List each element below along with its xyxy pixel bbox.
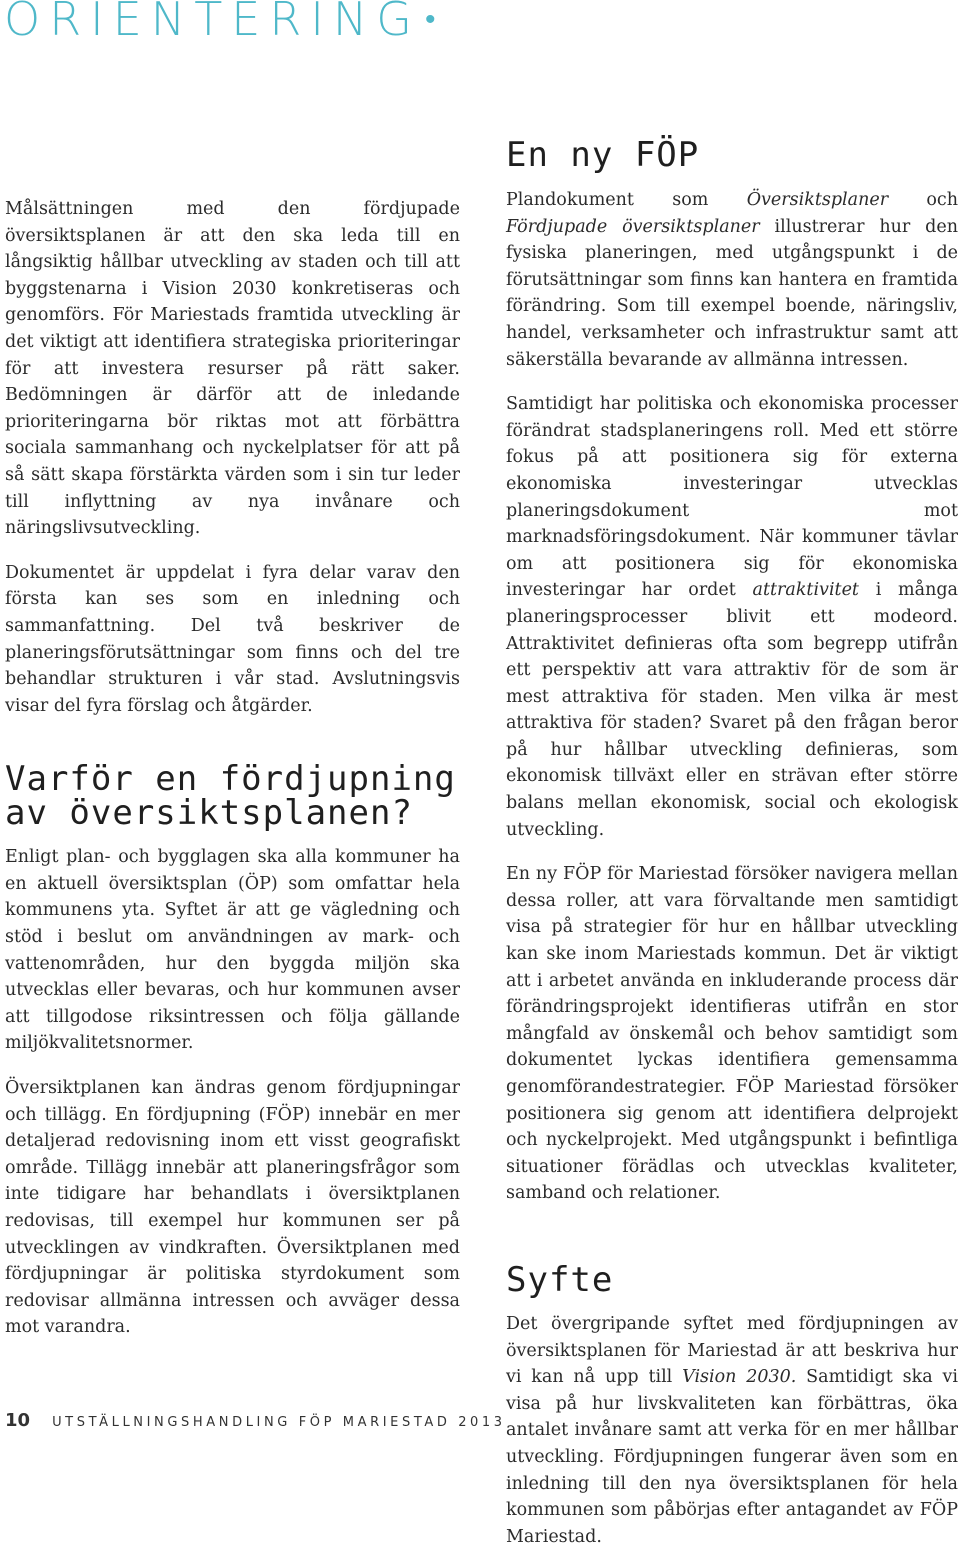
heading-why: Varför en fördjupning av översiktsplanen? (5, 759, 456, 834)
amendment-paragraph: Översiktplanen kan ändras genom fördjupningar och tillägg. En fördjupning (FÖP) innebär en mer detaljerad redovisning inom ett visst geografiskt område. Tillägg innebär att planeringsfrågor som inte tidigare har behandlats i översiktplanen redovisas, till exempel hur kommunen ser på utvecklingen av vindkraften. Översiktplanen med fördjupningar är politiska styrdokument som redovisar allmänna intressen och avväger dessa mot varandra. (5, 1078, 460, 1338)
heading-new-fop: En ny FÖP (506, 135, 700, 175)
right-column (506, 136, 958, 1550)
text-run: illustrerar hur den fysiska planeringen, med utgångspunkt i de förutsättningar som finns kan hantera en framtida förändring. Som till exempel boende, näringsliv, handel, verksamheter och infrastruktur samt att säkerställa bevarande av allmänna intressen. (506, 216, 958, 370)
bullet-dot-icon: • (424, 2, 436, 37)
text-run: Plandokument som (506, 190, 747, 210)
navigate-paragraph: En ny FÖP för Mariestad försöker navigera mellan dessa roller, att vara förvaltande men samtidigt visa på strategier för hur en hållbar utveckling kan ske inom Mariestads kommun. Det är viktigt att i arbetet använda en inkluderande process där förändringsprojekt identifieras utifrån en stor mångfald av önskemål och behov samtidigt som dokumentet lyckas identifiera gemensamma genomförandestrategier. FÖP Mariestad försöker positionera sig genom att identifiera delprojekt och nyckelprojekt. Med utgångspunkt i befintliga situationer förädlas och utvecklas kvaliteter, samband och relationer. (506, 864, 958, 1204)
attractiveness-paragraph (506, 391, 958, 843)
emphasis: Fördjupade översiktsplaner (506, 216, 760, 237)
emphasis: attraktivitet (752, 580, 859, 601)
page-footer (5, 1410, 506, 1431)
left-column (5, 196, 460, 1341)
intro-paragraph: Målsättningen med den fördjupade översiktsplanen är att den ska leda till en långsiktig hållbar utveckling av staden och till att byggstenarna i Vision 2030 konkretiseras och genomförs. För Mariestads framtida utveckling är det viktigt att identifiera strategiska prioriteringar för att investera resurser på rätt saker. Bedömningen är därför att de inledande prioriteringarna bör riktas mot att förbättra sociala sammanhang och nyckelplatser för att på så sätt skapa förstärkta värden som i sin tur leder till inflyttning av nya invånare och näringslivsutveckling. (5, 199, 460, 539)
emphasis: Vision 2030. (682, 1367, 797, 1388)
text-run: i många planeringsprocesser blivit ett modeord. Attraktivitet definieras ofta som begrepp utifrån ett perspektiv att vara attraktiv för de som är mest attraktiva för staden. Men vilka är mest attraktiva för staden? Svaret på den frågan beror på hur hållbar utveckling definieras, som ekonomisk tillväxt eller en strävan efter större balans mellan ekonomisk, social och ekologisk utveckling. (506, 580, 958, 840)
text-run: Det övergripande syftet med fördjupningen av översiktsplanen för Mariestad är att beskriva hur vi kan nå upp till (506, 1313, 958, 1388)
page-number: 10 (5, 1410, 31, 1431)
law-paragraph: Enligt plan- och bygglagen ska alla kommuner ha en aktuell översiktsplan (ÖP) som omfattar hela kommunens yta. Syftet är att ge vägledning och stöd i beslut om användningen av mark- och vattenområden, hur den byggda miljön ska utvecklas eller bevaras, och hur kommunen avser att tillgodose riksintressen och följa gällande miljökvalitetsnormer. (5, 847, 460, 1054)
heading-purpose: Syfte (506, 1259, 614, 1300)
section-title (4, 0, 435, 46)
document-title: UTSTÄLLNINGSHANDLING FÖP MARIESTAD 2013 (52, 1415, 506, 1430)
structure-paragraph: Dokumentet är uppdelat i fyra delar varav den första kan ses som en inledning och sammanfattning. Del två beskriver de planeringsförutsättningar som finns och del tre behandlar strukturen i vår stad. Avslutningsvis visar del fyra förslag och åtgärder. (5, 562, 460, 716)
emphasis: Översiktsplaner (746, 190, 889, 210)
text-run: Samtidigt ska vi visa på hur livskvaliteten kan förbättras, öka antalet invånare samt att verka för en mer hållbar utveckling. Fördjupningen fungerar även som en inledning till den nya översiktsplanen för hela kommunen som påbörjas efter antagandet av FÖP Mariestad. (506, 1367, 958, 1547)
plan-documents-paragraph (506, 187, 958, 373)
purpose-paragraph (506, 1311, 958, 1550)
text-run: och (888, 190, 958, 210)
text-run: Samtidigt har politiska och ekonomiska processer förändrat stadsplaneringens roll. Med ett större fokus på att positionera sig för externa ekonomiska investeringar utvecklas planeringsdokument mot marknadsföringsdokument. När kommuner tävlar om att positionera sig för ekonomiska investeringar har ordet (506, 394, 958, 601)
section-title-text: ORIENTERING (4, 0, 421, 46)
